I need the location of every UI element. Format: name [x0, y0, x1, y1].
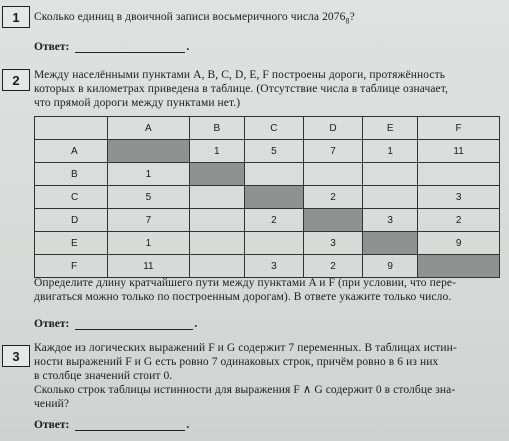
table-cell [189, 209, 244, 232]
table-cell: 3 [363, 209, 418, 232]
table-corner-cell [35, 117, 108, 140]
answer-field-1[interactable] [75, 40, 185, 53]
table-cell-diagonal [244, 186, 303, 209]
table-cell: 3 [244, 255, 303, 278]
row-header: A [35, 140, 108, 163]
table-cell [189, 232, 244, 255]
table-cell: 1 [108, 232, 190, 255]
question-3-line: чений? [34, 398, 70, 410]
question-number-1: 1 [2, 6, 30, 28]
table-cell [303, 163, 362, 186]
table-cell: 11 [108, 255, 190, 278]
answer-end-2: . [194, 318, 198, 330]
table-cell [363, 163, 418, 186]
answer-label-2: Ответ: [34, 318, 70, 330]
table-cell: 5 [108, 186, 190, 209]
table-cell: 2 [303, 255, 362, 278]
row-header: E [35, 232, 108, 255]
table-row [35, 140, 500, 163]
table-row [35, 186, 500, 209]
answer-row-1 [34, 40, 189, 53]
answer-end-1: . [186, 41, 190, 53]
column-header: A [108, 117, 190, 140]
column-header: C [244, 117, 303, 140]
table-cell: 5 [244, 140, 303, 163]
row-header: B [35, 163, 108, 186]
table-cell-diagonal [108, 140, 190, 163]
answer-field-3[interactable] [75, 418, 185, 431]
column-header: B [189, 117, 244, 140]
row-header: C [35, 186, 108, 209]
row-header: D [35, 209, 108, 232]
question-2-line: которых в километрах приведена в таблице. (Отсутствие числа в таблице означает, [34, 83, 448, 95]
table-cell: 1 [189, 140, 244, 163]
question-2-text [34, 68, 448, 110]
row-header: F [35, 255, 108, 278]
question-3-text [34, 341, 457, 411]
table-cell [244, 232, 303, 255]
table-cell [363, 186, 418, 209]
table-cell: 2 [244, 209, 303, 232]
table-cell: 7 [108, 209, 190, 232]
answer-end-3: . [186, 419, 190, 431]
table-cell: 7 [303, 140, 362, 163]
table-row [35, 255, 500, 278]
answer-row-3 [34, 418, 189, 431]
column-header: D [303, 117, 362, 140]
question-2-line: Между населёнными пунктами A, B, C, D, E, F построены дороги, протяжённость [34, 69, 446, 81]
table-cell [418, 163, 500, 186]
answer-row-2 [34, 317, 197, 330]
question-3-line: ности выражений F и G есть ровно 7 одинаковых строк, причём ровно в 6 из них [34, 356, 439, 368]
answer-label-3: Ответ: [34, 419, 70, 431]
table-cell: 2 [418, 209, 500, 232]
question-2-prompt-line: Определите длину кратчайшего пути между пунктами A и F (при условии, что пере- [34, 277, 457, 289]
base-subscript: 8 [345, 16, 350, 26]
table-header-row [35, 117, 500, 140]
table-cell-diagonal [189, 163, 244, 186]
table-row [35, 232, 500, 255]
table-cell: 3 [418, 186, 500, 209]
distance-table [34, 116, 500, 278]
table-cell: 2 [303, 186, 362, 209]
answer-field-2[interactable] [75, 317, 193, 330]
question-3-line: Каждое из логических выражений F и G содержит 7 переменных. В таблицах истин- [34, 342, 457, 354]
question-number-2: 2 [2, 69, 30, 91]
table-cell-diagonal [418, 255, 500, 278]
question-3-line: Сколько строк таблицы истинности для выражения F ∧ G содержит 0 в столбце зна- [34, 384, 456, 396]
question-1-text [34, 10, 355, 28]
table-cell: 9 [418, 232, 500, 255]
table-cell-diagonal [303, 209, 362, 232]
question-1-text-main: Сколько единиц в двоичной записи восьмеричного числа 2076 [34, 11, 346, 23]
table-row [35, 209, 500, 232]
table-cell-diagonal [363, 232, 418, 255]
question-number-3: 3 [2, 345, 30, 367]
table-cell [189, 255, 244, 278]
table-cell [189, 186, 244, 209]
question-3-line: в столбце значений стоит 0. [34, 370, 173, 382]
column-header: F [418, 117, 500, 140]
table-row [35, 163, 500, 186]
answer-label-1: Ответ: [34, 41, 70, 53]
column-header: E [363, 117, 418, 140]
table-cell: 1 [363, 140, 418, 163]
question-1-text-end: ? [349, 11, 355, 23]
table-cell [244, 163, 303, 186]
table-cell: 9 [363, 255, 418, 278]
question-2-prompt [34, 276, 456, 304]
table-cell: 3 [303, 232, 362, 255]
table-cell: 11 [418, 140, 500, 163]
table-cell: 1 [108, 163, 190, 186]
question-2-prompt-line: двигаться можно только по построенным дорогам). В ответе укажите только число. [34, 291, 452, 303]
question-2-line: что прямой дороги между пунктами нет.) [34, 97, 241, 109]
